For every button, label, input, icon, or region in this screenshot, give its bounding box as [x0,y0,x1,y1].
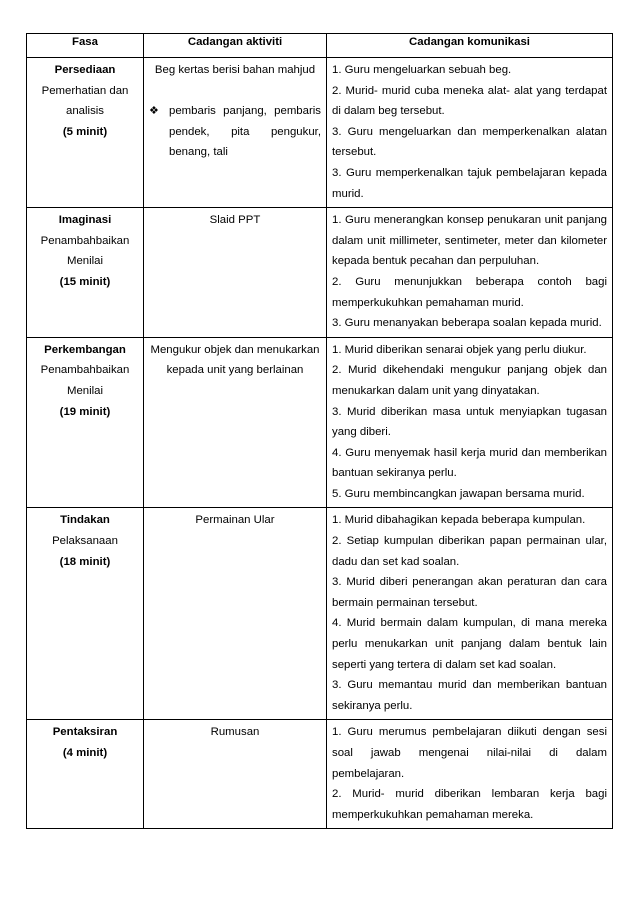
activity-cell [144,58,327,208]
phase-duration: (18 minit) [59,555,111,568]
header-cadangan-komunikasi: Cadangan komunikasi [327,34,613,58]
header-fasa: Fasa [27,34,144,58]
communication-item: 3. Guru menanyakan beberapa soalan kepada murid. [332,317,602,330]
phase-name: Imaginasi [58,214,112,227]
communication-cell [327,508,613,720]
communication-cell [327,58,613,208]
table-row [27,208,613,338]
phase-step: Menilai [66,255,104,268]
phase-step: analisis [66,105,104,118]
communication-item: 3. Murid diberi penerangan akan peraturan dan cara bermain permainan tersebut. [332,576,607,609]
communication-item: 2. Setiap kumpulan diberikan papan permainan ular, dadu dan set kad soalan. [332,535,607,568]
communication-item: 1. Guru mengeluarkan sebuah beg. [332,64,512,76]
table-row [27,508,613,720]
activity-text: Slaid PPT [209,214,261,227]
phase-cell [27,508,144,720]
phase-name: Persediaan [54,64,116,76]
activity-bullet-text: pembaris panjang, pembaris pendek, pita pengukur, benang, tali [169,105,321,159]
activity-cell [144,508,327,720]
activity-cell [144,720,327,829]
communication-cell [327,208,613,338]
phase-cell [27,720,144,829]
phase-cell [27,337,144,508]
phase-step: Penambahbaikan [40,364,130,377]
communication-item: 1. Guru menerangkan konsep penukaran unit panjang dalam unit millimeter, sentimeter, meter dan kilometer kepada bentuk pecahan dan perpuluhan. [332,214,607,268]
phase-duration: (19 minit) [59,405,111,418]
header-cadangan-aktiviti: Cadangan aktiviti [144,34,327,58]
communication-item: 2. Murid- murid cuba meneka alat- alat yang terdapat di dalam beg tersebut. [332,84,607,118]
activity-text: Rumusan [210,726,260,739]
phase-cell [27,58,144,208]
communication-item: 3. Guru memperkenalkan tajuk pembelajaran kepada murid. [332,166,607,200]
activity-text: Permainan Ular [195,514,275,527]
phase-duration: (15 minit) [59,275,111,288]
communication-cell [327,337,613,508]
activity-cell [144,208,327,338]
activity-bullet [149,101,321,163]
lesson-plan-table [26,33,613,829]
table-row [27,337,613,508]
phase-duration: (4 minit) [62,747,108,759]
table-row [27,58,613,208]
activity-text: Beg kertas berisi bahan mahjud [154,64,316,76]
communication-item: 3. Guru mengeluarkan dan memperkenalkan alatan tersebut. [332,125,607,159]
table-row [27,720,613,829]
phase-step: Pelaksanaan [52,535,118,548]
communication-item: 3. Murid diberikan masa untuk menyiapkan tugasan yang diberi. [332,405,607,439]
phase-step: Menilai [66,384,104,397]
table-header-row [27,34,613,58]
communication-item: 4. Murid bermain dalam kumpulan, di mana mereka perlu menukarkan unit panjang dalam bentuk lain seperti yang tertera di dalam set kad soalan. [332,617,607,671]
communication-item: 2. Guru menunjukkan beberapa contoh bagi memperkukuhkan pemahaman murid. [332,275,607,309]
diamond-bullet-icon: ❖ [149,105,159,118]
communication-item: 5. Guru membincangkan jawapan bersama murid. [332,487,585,500]
phase-duration: (5 minit) [62,125,108,138]
activity-cell [144,337,327,508]
communication-item: 2. Murid dikehendaki mengukur panjang objek dan menukarkan dalam unit yang dinyatakan. [332,364,607,397]
phase-step: Penambahbaikan [40,234,130,247]
phase-cell [27,208,144,338]
communication-cell [327,720,613,829]
activity-text: Mengukur objek dan menukarkan kepada unit yang berlainan [150,343,320,377]
communication-item: 2. Murid- murid diberikan lembaran kerja bagi memperkukuhkan pemahaman mereka. [332,788,607,821]
phase-name: Tindakan [60,514,110,527]
phase-name: Pentaksiran [52,726,118,739]
communication-item: 1. Murid dibahagikan kepada beberapa kumpulan. [332,514,586,527]
communication-item: 1. Murid diberikan senarai objek yang perlu diukur. [332,343,587,356]
phase-name: Perkembangan [44,343,126,356]
communication-item: 3. Guru memantau murid dan memberikan bantuan sekiranya perlu. [332,679,607,712]
communication-item: 1. Guru merumus pembelajaran diikuti dengan sesi soal jawab mengenai nilai-nilai di dalam pembelajaran. [332,726,607,780]
phase-step: Pemerhatian dan [41,84,129,97]
communication-item: 4. Guru menyemak hasil kerja murid dan memberikan bantuan sekiranya perlu. [332,446,607,480]
